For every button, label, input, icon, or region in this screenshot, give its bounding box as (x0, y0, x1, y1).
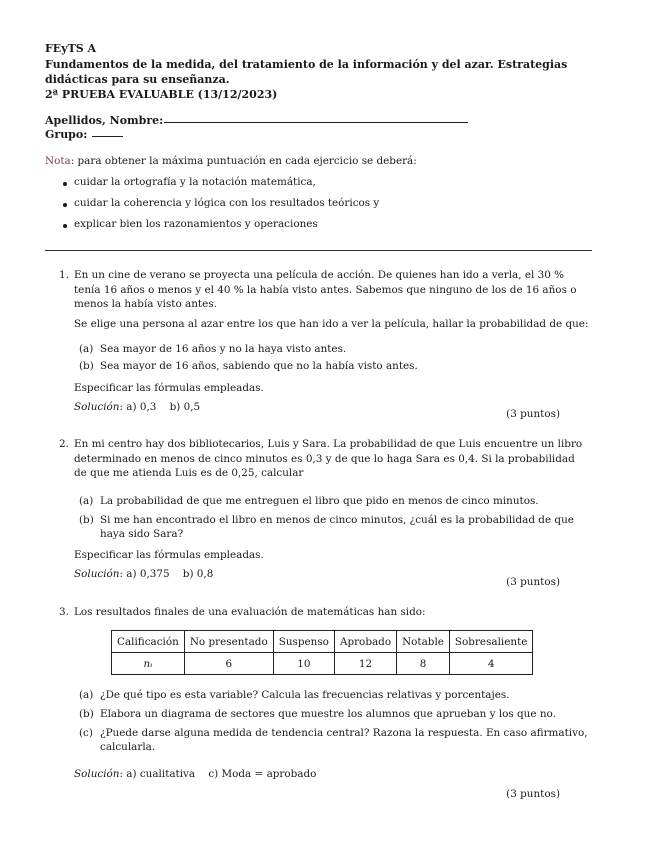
exam-title: 2ª PRUEBA EVALUABLE (13/12/2023) (45, 88, 278, 101)
table-header-cell: Sobresaliente (449, 631, 532, 653)
q1-para1-line1: En un cine de verano se proyecta una película de acción. De quienes han ido a verla, el 30 % (74, 269, 565, 281)
q2-a-text: La probabilidad de que me entreguen el libro que pido en menos de cinco minutos. (100, 495, 539, 507)
table-header-cell: Calificación (112, 631, 185, 653)
q2-para1-line1: En mi centro hay dos bibliotecarios, Luis y Sara. La probabilidad de que Luis encuentre un libro (74, 438, 583, 450)
solution-label: Solución (74, 401, 120, 413)
instruction-bullet-2: cuidar la coherencia y lógica con los resultados teóricos y (74, 197, 380, 209)
table-row (112, 653, 533, 675)
solution-text: : a) cualitativa c) Moda = aprobado (119, 768, 317, 780)
name-label: Apellidos, Nombre: (45, 114, 164, 127)
subject-line-2: didácticas para su enseñanza. (45, 73, 230, 86)
q3-c-text-line1: ¿Puede darse alguna medida de tendencia central? Razona la respuesta. En caso afirmativo, (100, 727, 588, 739)
table-header-cell: Aprobado (334, 631, 396, 653)
q1-para2: Se elige una persona al azar entre los que han ido a ver la película, hallar la probabilidad de que: (74, 318, 589, 330)
q1-b-label: (b) (79, 360, 94, 372)
table-row-label: nᵢ (112, 653, 185, 675)
course-code: FEyTS A (45, 42, 97, 55)
solution-label: Solución (74, 768, 120, 780)
table-header-cell: Suspenso (273, 631, 334, 653)
instruction-bullet-1: cuidar la ortografía y la notación matemática, (74, 176, 316, 188)
q3-c-text-line2: calcularla. (100, 741, 156, 753)
solution-label: Solución (74, 568, 120, 580)
subject-line-1: Fundamentos de la medida, del tratamiento de la información y del azar. Estrategias (45, 58, 568, 71)
q3-solution (74, 768, 316, 780)
q3-number: 3. (59, 606, 69, 618)
table-header-row (112, 631, 533, 653)
bullet-dot (63, 203, 67, 207)
q1-a-label: (a) (79, 343, 94, 355)
q3-points: (3 puntos) (506, 788, 560, 800)
q3-c-label: (c) (79, 727, 93, 739)
nota-paragraph (45, 155, 417, 167)
bullet-dot (63, 224, 67, 228)
group-blank-line[interactable] (92, 136, 123, 137)
q3-b-label: (b) (79, 708, 94, 720)
grades-frequency-table (111, 630, 533, 675)
q2-formulas-note: Especificar las fórmulas empleadas. (74, 549, 264, 561)
q2-points: (3 puntos) (506, 576, 560, 588)
section-divider (45, 250, 592, 251)
q2-b-text-line1: Si me han encontrado el libro en menos de cinco minutos, ¿cuál es la probabilidad de que (100, 514, 574, 526)
q1-b-text: Sea mayor de 16 años, sabiendo que no la había visto antes. (100, 360, 418, 372)
table-cell: 4 (449, 653, 532, 675)
instruction-bullet-3: explicar bien los razonamientos y operaciones (74, 218, 318, 230)
q1-number: 1. (59, 269, 69, 281)
nota-text: : para obtener la máxima puntuación en cada ejercicio se deberá: (70, 155, 417, 167)
group-label: Grupo: (45, 128, 88, 141)
bullet-dot (63, 182, 67, 186)
solution-text: : a) 0,375 b) 0,8 (119, 568, 214, 580)
q1-a-text: Sea mayor de 16 años y no la haya visto antes. (100, 343, 347, 355)
q1-formulas-note: Especificar las fórmulas empleadas. (74, 382, 264, 394)
table-cell: 8 (397, 653, 450, 675)
q1-para1-line3: menos la había visto antes. (74, 298, 217, 310)
table-cell: 10 (273, 653, 334, 675)
q3-a-label: (a) (79, 689, 94, 701)
q2-para1-line3: de que me atienda Luis es de 0,25, calcular (74, 467, 304, 479)
q2-b-label: (b) (79, 514, 94, 526)
q3-b-text: Elabora un diagrama de sectores que muestre los alumnos que aprueban y los que no. (100, 708, 556, 720)
table-cell: 6 (184, 653, 273, 675)
q3-a-text: ¿De qué tipo es esta variable? Calcula las frecuencias relativas y porcentajes. (100, 689, 510, 701)
solution-text: : a) 0,3 b) 0,5 (119, 401, 201, 413)
q2-number: 2. (59, 438, 69, 450)
q2-solution (74, 568, 213, 580)
q2-para1-line2: determinado en menos de cinco minutos es 0,3 y de que lo haga Sara es 0,4. Si la probabilidad (74, 453, 575, 465)
table-header-cell: Notable (397, 631, 450, 653)
table-header-cell: No presentado (184, 631, 273, 653)
q2-a-label: (a) (79, 495, 94, 507)
q2-b-text-line2: haya sido Sara? (100, 528, 184, 540)
q1-para1-line2: tenía 16 años o menos y el 40 % la había visto antes. Sabemos que ninguno de los de 16 años o (74, 284, 577, 296)
name-blank-line[interactable] (164, 122, 468, 123)
q1-solution (74, 401, 200, 413)
q1-points: (3 puntos) (506, 408, 560, 420)
q3-intro: Los resultados finales de una evaluación de matemáticas han sido: (74, 606, 426, 618)
table-cell: 12 (334, 653, 396, 675)
nota-word: Nota (45, 155, 71, 167)
